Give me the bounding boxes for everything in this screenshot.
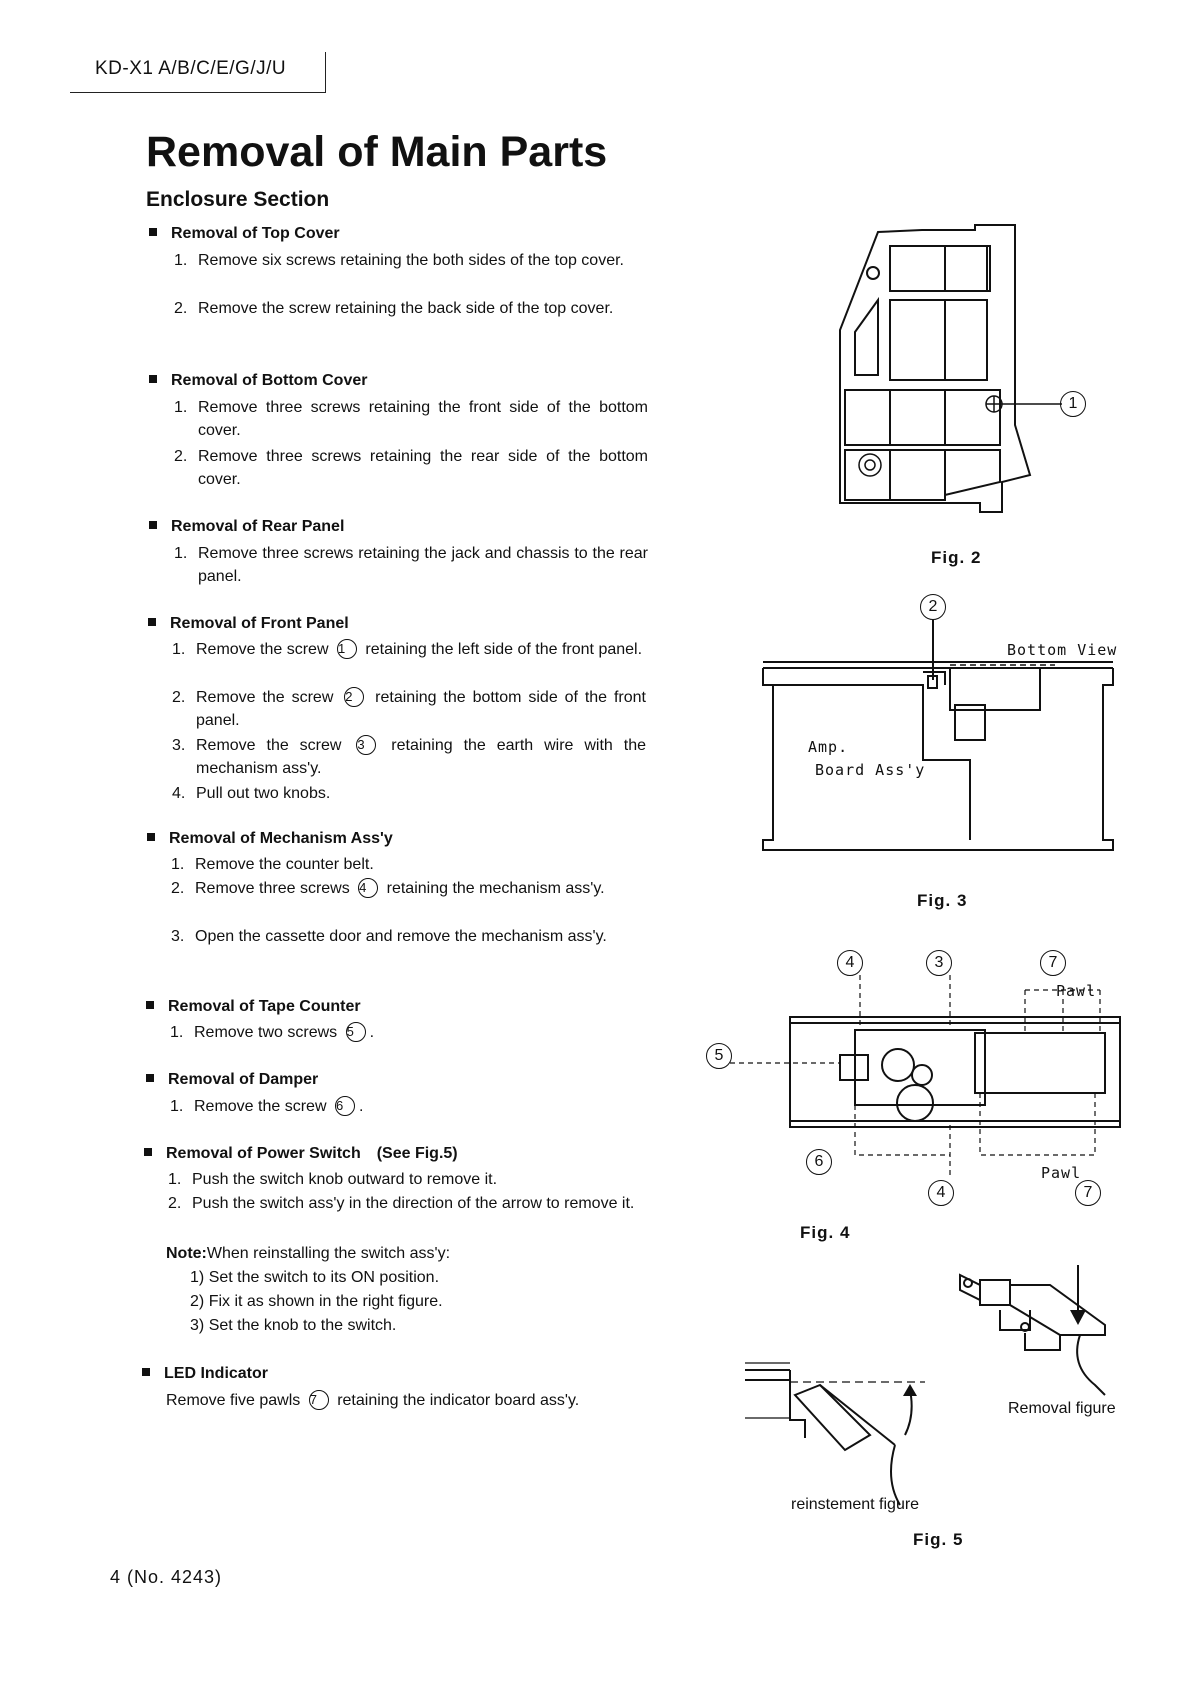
- fig4-label: Fig. 4: [800, 1223, 851, 1242]
- step-bottom-cover-1: 1. Remove three screws retaining the front side of the bottom cover.: [174, 399, 648, 439]
- header-rule: [70, 92, 325, 93]
- section-heading-rear-panel: Removal of Rear Panel: [149, 518, 344, 536]
- fig3-view-label: Bottom View: [1007, 641, 1118, 659]
- step-front-panel-2: 2. Remove the screw 2 retaining the bottom side of the front panel.: [172, 689, 646, 729]
- fig2-callout-1: 1: [1060, 391, 1086, 417]
- note: Note:When reinstalling the switch ass'y:: [166, 1245, 451, 1262]
- fig2-diagram: [830, 220, 1100, 520]
- bullet-icon: [146, 1074, 154, 1082]
- section-heading-power-switch: Removal of Power Switch (See Fig.5): [144, 1145, 458, 1163]
- bullet-icon: [148, 618, 156, 626]
- section-heading-tape-counter: Removal of Tape Counter: [146, 998, 361, 1016]
- fig4-callout-4-bottom: 4: [928, 1180, 954, 1206]
- fig4-callout-5: 5: [706, 1043, 732, 1069]
- screw-icon: [986, 396, 1002, 412]
- step-mechanism-3: 3. Open the cassette door and remove the mechanism ass'y.: [171, 928, 607, 945]
- ref-circle: 4: [358, 878, 378, 898]
- fig4-callout-4-top: 4: [837, 950, 863, 976]
- section-subtitle: Enclosure Section: [146, 188, 330, 211]
- step-front-panel-4: 4. Pull out two knobs.: [172, 785, 331, 802]
- bullet-icon: [147, 833, 155, 841]
- step-top-cover-1: 1. Remove six screws retaining the both sides of the top cover.: [174, 252, 624, 269]
- fig5-removal-label: Removal figure: [1008, 1400, 1116, 1417]
- curved-arrow-icon: [905, 1390, 912, 1435]
- bullet-icon: [142, 1368, 150, 1376]
- fig3-callout-2: 2: [920, 594, 946, 620]
- step-power-switch-2: 2. Push the switch ass'y in the direction of the arrow to remove it.: [168, 1195, 635, 1212]
- ref-circle: 1: [337, 639, 357, 659]
- ref-circle: 5: [346, 1022, 366, 1042]
- bullet-icon: [149, 375, 157, 383]
- fig3-board-label-2: Board Ass'y: [815, 761, 926, 779]
- section-heading-mechanism: Removal of Mechanism Ass'y: [147, 830, 393, 848]
- step-rear-panel-1: 1. Remove three screws retaining the jack and chassis to the rear panel.: [174, 545, 648, 585]
- fig5-removal-diagram: [940, 1255, 1120, 1405]
- step-front-panel-3: 3. Remove the screw 3 retaining the earth wire with the mechanism ass'y.: [172, 737, 646, 777]
- fig4-callout-3: 3: [926, 950, 952, 976]
- model-number: KD-X1 A/B/C/E/G/J/U: [95, 58, 287, 79]
- substep-2: 2) Fix it as shown in the right figure.: [190, 1293, 443, 1310]
- section-heading-led-indicator: LED Indicator: [142, 1365, 268, 1383]
- section-heading-bottom-cover: Removal of Bottom Cover: [149, 372, 367, 390]
- fig3-board-label-1: Amp.: [808, 738, 849, 756]
- step-bottom-cover-2: 2. Remove three screws retaining the rear side of the bottom cover.: [174, 448, 648, 488]
- fig4-callout-7-bottom: 7: [1075, 1180, 1101, 1206]
- step-tape-counter-1: 1. Remove two screws 5 .: [170, 1024, 375, 1041]
- fig2-label: Fig. 2: [931, 548, 982, 567]
- bullet-icon: [144, 1148, 152, 1156]
- step-top-cover-2: 2. Remove the screw retaining the back side of the top cover.: [174, 300, 614, 317]
- ref-circle: 6: [335, 1096, 355, 1116]
- ref-circle: 7: [309, 1390, 329, 1410]
- fig4-diagram: [730, 975, 1130, 1175]
- fig5-reinstall-diagram: [745, 1360, 935, 1510]
- header-rule-vertical: [325, 52, 326, 93]
- hole-icon: [859, 454, 881, 476]
- step-mechanism-1: 1. Remove the counter belt.: [171, 856, 374, 873]
- substep-1: 1) Set the switch to its ON position.: [190, 1269, 440, 1286]
- fig4-pawl-label-bottom: Pawl: [1041, 1164, 1082, 1182]
- fig5-reinstall-label: reinstement figure: [791, 1496, 920, 1513]
- fig5-label: Fig. 5: [913, 1530, 964, 1549]
- page-number: 4 (No. 4243): [110, 1567, 223, 1587]
- fig4-pawl-label-top: Pawl: [1056, 982, 1097, 1000]
- section-heading-front-panel: Removal of Front Panel: [148, 615, 349, 633]
- ref-circle: 2: [344, 687, 364, 707]
- step-front-panel-1: 1. Remove the screw 1 retaining the left side of the front panel.: [172, 641, 643, 658]
- step-mechanism-2: 2. Remove three screws 4 retaining the mechanism ass'y.: [171, 880, 605, 897]
- page-title: Removal of Main Parts: [146, 128, 608, 176]
- bullet-icon: [149, 521, 157, 529]
- fig4-callout-7-top: 7: [1040, 950, 1066, 976]
- section-heading-top-cover: Removal of Top Cover: [149, 225, 340, 243]
- step-damper-1: 1. Remove the screw 6 .: [170, 1098, 364, 1115]
- fig4-callout-6: 6: [806, 1149, 832, 1175]
- fig3-label: Fig. 3: [917, 891, 968, 910]
- substep-3: 3) Set the knob to the switch.: [190, 1317, 397, 1334]
- ref-circle: 3: [356, 735, 376, 755]
- bullet-icon: [149, 228, 157, 236]
- step-power-switch-1: 1. Push the switch knob outward to remove it.: [168, 1171, 498, 1188]
- bullet-icon: [146, 1001, 154, 1009]
- section-heading-damper: Removal of Damper: [146, 1071, 318, 1089]
- led-indicator-body: Remove five pawls 7 retaining the indicator board ass'y.: [166, 1392, 580, 1409]
